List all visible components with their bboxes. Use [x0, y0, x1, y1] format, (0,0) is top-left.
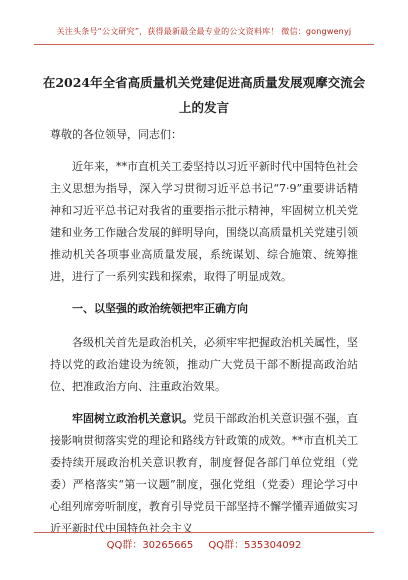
paragraph-lead-bold: 牢固树立政治机关意识。 — [72, 412, 193, 425]
title-line-2: 上的发言 — [178, 100, 229, 115]
footer-qq-group-2: QQ群：535304092 — [208, 540, 302, 551]
header-banner: 关注头条号“公文研究”，获得最新最全最专业的公文资料库！ 微信：gongwenyj — [56, 27, 352, 36]
paragraph-awareness — [50, 408, 358, 540]
document-body — [50, 124, 358, 540]
footer-divider — [34, 532, 374, 533]
paragraph-political-organ: 各级机关首先是政治机关，必须牢牢把握政治机关属性，坚持以党的政治建设为统领，推动广大党员干部不断提高政治站位、把准政治方向、注重政治效果。 — [50, 336, 358, 393]
document-title — [30, 70, 378, 120]
section-heading-1: 一、以坚强的政治统领把牢正确方向 — [72, 302, 248, 315]
paragraph-awareness-text: 党员干部政治机关意识强不强，直接影响贯彻落实党的理论和路线方针政策的成效。**市直机关工委持续开展政治机关意识教育，制度督促各部门单位党组（党委）严格落实“第一议题”制度，强化党组（党委）理论学习中心组列席旁听制度，教育引导党员干部坚持不懈学懂弄通做实习近平新时代中国特色社会主义 — [50, 412, 358, 535]
footer — [0, 536, 408, 551]
footer-qq-group-1: QQ群：30265665 — [106, 540, 194, 551]
title-line-1: 在2024年全省高质量机关党建促进高质量发展观摩交流会 — [42, 75, 366, 90]
greeting: 尊敬的各位领导，同志们： — [50, 128, 182, 141]
header-divider — [34, 44, 374, 45]
paragraph-intro: 近年来，**市直机关工委坚持以习近平新时代中国特色社会主义思想为指导，深入学习贯彻习近平总书记“7·9”重要讲话精神和习近平总书记对我省的重要指示批示精神，牢固树立机关党建和业务工作融合发展的鲜明导向，围绕以高质量机关党建引领推动机关各项事业高质量发展，系统谋划、综合施策、统筹推进，进行了一系列实践和探索，取得了明显成效。 — [50, 160, 358, 283]
